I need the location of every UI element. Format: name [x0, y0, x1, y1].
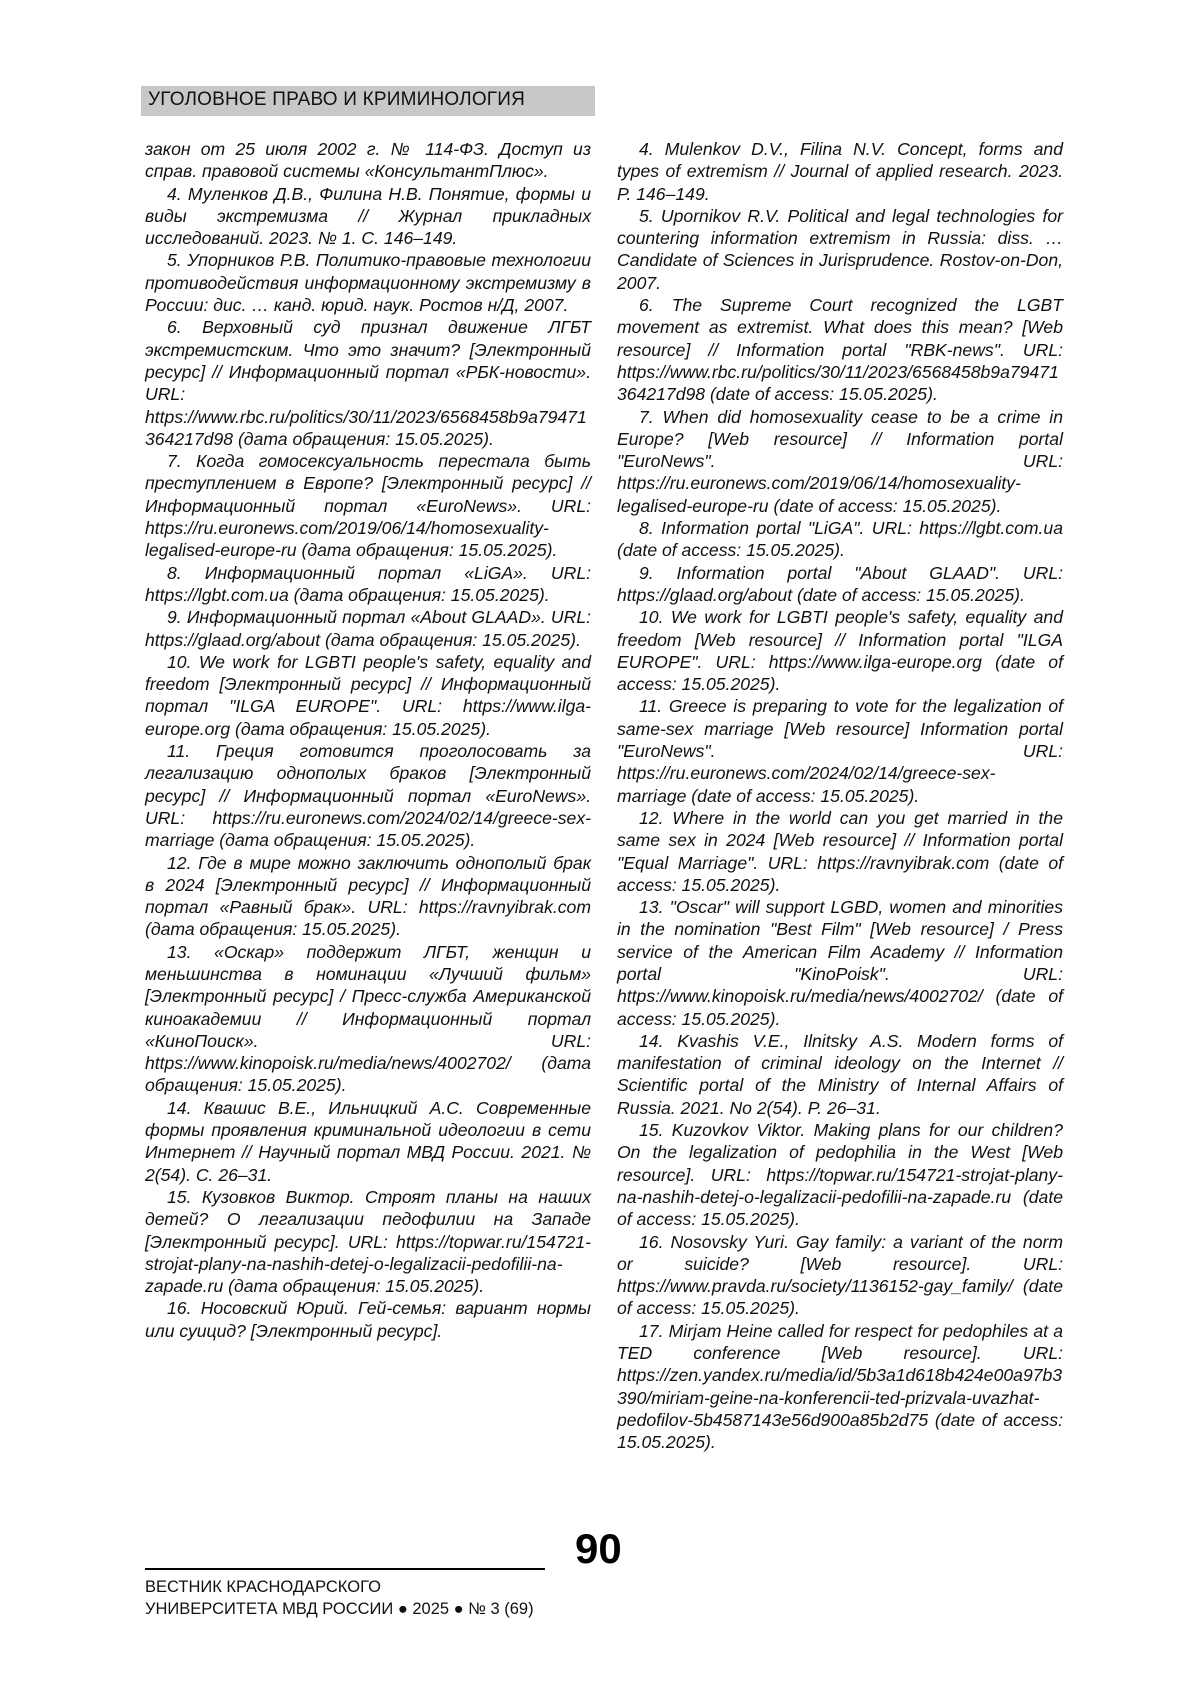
reference-item: 14. Kvashis V.E., Ilnitsky A.S. Modern forms of manifestation of criminal ideology on the Internet // Scientific portal of the Ministry of Internal Affairs of Russia. 2021. No 2(54). P. 26–31.: [617, 1030, 1063, 1118]
reference-item: 16. Nosovsky Yuri. Gay family: a variant of the norm or suicide? [Web resource]. URL: https://www.pravda.ru/society/1136152-gay_family/ (date of access: 15.05.2025).: [617, 1231, 1063, 1319]
footer-divider: [145, 1568, 545, 1570]
reference-item: 15. Kuzovkov Viktor. Making plans for our children? On the legalization of pedophilia in the West [Web resource]. URL: https://topwar.ru/154721-strojat-plany-na-nashih-detej-o-legalizacii-pedofilii-na-zapade.ru (date of access: 15.05.2025).: [617, 1120, 1063, 1230]
reference-item: 9. Information portal "About GLAAD". URL: https://glaad.org/about (date of access: 15.05.2025).: [617, 562, 1063, 605]
footer-line-2: УНИВЕРСИТЕТА МВД РОССИИ ● 2025 ● № 3 (69): [145, 1600, 534, 1618]
page-number: 90: [575, 1525, 622, 1572]
reference-item: 6. Верховный суд признал движение ЛГБТ экстремистским. Что это значит? [Электронный ресурс] // Информационный портал «РБК-новости». URL: https://www.rbc.ru/politics/30/11/2023/6568458b9a79471364217d98 (дата обращения: 15.05.2025).: [145, 317, 591, 449]
journal-footer: [145, 1576, 534, 1620]
section-title: УГОЛОВНОЕ ПРАВО И КРИМИНОЛОГИЯ: [148, 89, 526, 110]
reference-item: 13. "Oscar" will support LGBD, women and minorities in the nomination "Best Film" [Web resource] / Press service of the American Film Academy // Information portal "KinoPoisk". URL: https://www.kinopoisk.ru/media/news/4002702/ (date of access: 15.05.2025).: [617, 897, 1063, 1029]
reference-item: 13. «Оскар» поддержит ЛГБТ, женщин и меньшинства в номинации «Лучший фильм» [Электронный ресурс] / Пресс-служба Американской киноакадемии // Информационный портал «КиноПоиск». URL: https://www.kinopoisk.ru/media/news/4002702/ (дата обращения: 15.05.2025).: [145, 941, 591, 1096]
footer-line-1: ВЕСТНИК КРАСНОДАРСКОГО: [145, 1578, 381, 1596]
reference-item: 10. We work for LGBTI people's safety, equality and freedom [Электронный ресурс] // Информационный портал "ILGA EUROPE". URL: https://www.ilga-europe.org (дата обращения: 15.05.2025).: [145, 651, 591, 739]
reference-item: 5. Упорников Р.В. Политико-правовые технологии противодействия информационному экстремизму в России: дис. … канд. юрид. наук. Ростов н/Д, 2007.: [145, 250, 591, 316]
reference-item: 14. Квашис В.Е., Ильницкий А.С. Современные формы проявления криминальной идеологии в сети Интернет // Научный портал МВД России. 2021. № 2(54). С. 26–31.: [145, 1097, 591, 1185]
reference-item: 4. Mulenkov D.V., Filina N.V. Concept, forms and types of extremism // Journal of applied research. 2023. P. 146–149.: [617, 139, 1063, 204]
references-left-column: [145, 138, 591, 1342]
reference-item: 17. Mirjam Heine called for respect for pedophiles at a TED conference [Web resource]. URL: https://zen.yandex.ru/media/id/5b3a1d618b424e00a97b3390/miriam-geine-na-konferencii-ted-prizvala-uvazhat-pedofilov-5b4587143e56d900a85b2d75 (date of access: 15.05.2025).: [617, 1320, 1063, 1453]
reference-item: 4. Муленков Д.В., Филина Н.В. Понятие, формы и виды экстремизма // Журнал прикладных исследований. 2023. № 1. С. 146–149.: [145, 183, 591, 249]
reference-item: 7. Когда гомосексуальность перестала быть преступлением в Европе? [Электронный ресурс] // Информационный портал «EuroNews». URL: https://ru.euronews.com/2019/06/14/homosexuality-legalised-europe-ru (дата обращения: 15.05.2025).: [145, 451, 591, 561]
reference-item: 9. Информационный портал «About GLAAD». URL: https://glaad.org/about (дата обращения: 15.05.2025).: [145, 607, 591, 650]
reference-item: 12. Где в мире можно заключить однополый брак в 2024 [Электронный ресурс] // Информационный портал «Равный брак». URL: https://ravnyibrak.com (дата обращения: 15.05.2025).: [145, 852, 591, 940]
reference-item: 8. Information portal "LiGA". URL: https://lgbt.com.ua (date of access: 15.05.2025).: [617, 518, 1063, 561]
reference-item: 6. The Supreme Court recognized the LGBT movement as extremist. What does this mean? [Web resource] // Information portal "RBK-news". URL: https://www.rbc.ru/politics/30/11/2023/6568458b9a79471364217d98 (date of access: 15.05.2025).: [617, 295, 1063, 405]
reference-item: 16. Носовский Юрий. Гей-семья: вариант нормы или суицид? [Электронный ресурс].: [145, 1298, 591, 1341]
reference-item: 11. Греция готовится проголосовать за легализацию однополых браков [Электронный ресурс] // Информационный портал «EuroNews». URL: https://ru.euronews.com/2024/02/14/greece-sex-marriage (дата обращения: 15.05.2025).: [145, 741, 591, 851]
references-right-column: [617, 138, 1063, 1454]
reference-item: 11. Greece is preparing to vote for the legalization of same-sex marriage [Web resource] Information portal "EuroNews". URL: https://ru.euronews.com/2024/02/14/greece-sex-marriage (date of access: 15.05.2025).: [617, 696, 1063, 806]
reference-item: 8. Информационный портал «LiGA». URL: https://lgbt.com.ua (дата обращения: 15.05.2025).: [145, 562, 591, 605]
reference-item: 7. When did homosexuality cease to be a crime in Europe? [Web resource] // Information portal "EuroNews". URL: https://ru.euronews.com/2019/06/14/homosexuality-legalised-europe-ru (date of access: 15.05.2025).: [617, 406, 1063, 516]
reference-item: 12. Where in the world can you get married in the same sex in 2024 [Web resource] // Information portal "Equal Marriage". URL: https://ravnyibrak.com (date of access: 15.05.2025).: [617, 807, 1063, 895]
reference-item: закон от 25 июля 2002 г. № 114-ФЗ. Доступ из справ. правовой системы «КонсультантПлюс».: [145, 139, 591, 182]
reference-item: 10. We work for LGBTI people's safety, equality and freedom [Web resource] // Information portal "ILGA EUROPE". URL: https://www.ilga-europe.org (date of access: 15.05.2025).: [617, 607, 1063, 695]
reference-item: 15. Кузовков Виктор. Строят планы на наших детей? О легализации педофилии на Западе [Электронный ресурс]. URL: https://topwar.ru/154721-strojat-plany-na-nashih-detej-o-legalizacii-pedofilii-na-zapade.ru (дата обращения: 15.05.2025).: [145, 1186, 591, 1297]
reference-item: 5. Upornikov R.V. Political and legal technologies for countering information extremism in Russia: diss. … Candidate of Sciences in Jurisprudence. Rostov-on-Don, 2007.: [617, 205, 1063, 293]
